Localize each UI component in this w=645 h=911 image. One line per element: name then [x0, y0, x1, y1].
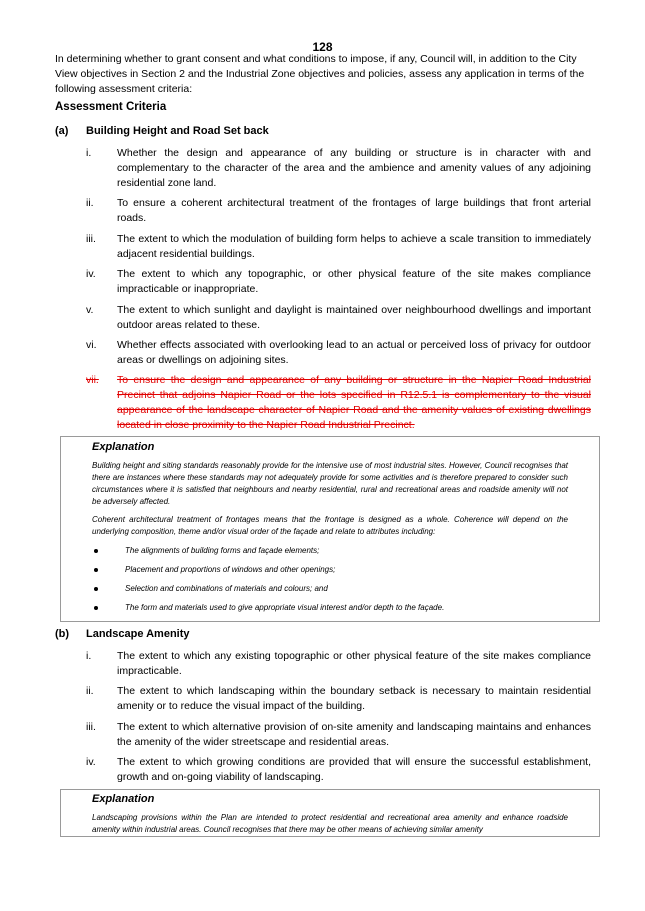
item-number: i. — [86, 650, 92, 662]
item-number: ii. — [86, 685, 94, 697]
explanation-box-b — [60, 789, 600, 837]
item-number: iv. — [86, 756, 96, 768]
item-text: The extent to which sunlight and daylight is maintained over neighbourhood dwellings and important outdoor areas related to these. — [117, 304, 591, 331]
list-item — [86, 303, 591, 333]
explanation-title: Explanation — [92, 441, 155, 453]
list-item — [86, 649, 591, 679]
bullet-text: Placement and proportions of windows and other openings; — [125, 565, 336, 574]
item-number: ii. — [86, 197, 94, 209]
deleted-list-item — [86, 373, 591, 433]
list-item — [86, 684, 591, 714]
list-item — [86, 232, 591, 262]
item-text: The extent to which landscaping within the boundary setback is necessary to maintain residential amenity or to reduce the visual impact of the building. — [117, 685, 591, 712]
assessment-criteria-heading: Assessment Criteria — [55, 101, 167, 113]
list-item — [86, 196, 591, 226]
explanation-title: Explanation — [92, 793, 155, 805]
bullet-text: The form and materials used to give appropriate visual interest and/or depth to the façade. — [125, 603, 445, 612]
explanation-paragraph: Coherent architectural treatment of frontages means that the frontage is designed as a whole. Coherence will depend on the underlying composition, theme and/or visual order of the façade and relate to attributes including: — [92, 515, 568, 536]
bullet-text: Selection and combinations of materials and colours; and — [125, 584, 328, 593]
bullet-text: The alignments of building forms and façade elements; — [125, 546, 320, 555]
item-text: The extent to which alternative provision of on-site amenity and landscaping maintains and enhances the amenity of the wider streetscape and residential areas. — [117, 721, 591, 748]
item-text: Whether effects associated with overlooking lead to an actual or perceived loss of privacy for outdoor areas or dwellings on adjoining sites. — [117, 339, 591, 366]
section-a-title: Building Height and Road Set back — [86, 125, 269, 137]
section-b-label: (b) — [55, 628, 70, 640]
intro-paragraph: In determining whether to grant consent and what conditions to impose, if any, Council will, in addition to the City View objectives in Section 2 and the Industrial Zone objectives and policies, assess any application in terms of the following assessment criteria: — [55, 53, 585, 95]
item-text: The extent to which any topographic, or other physical feature of the site makes compliance impracticable or inappropriate. — [117, 268, 591, 295]
item-text: The extent to which growing conditions are provided that will ensure the successful establishment, growth and on-going viability of landscaping. — [117, 756, 591, 783]
item-text: The extent to which any existing topographic or other physical feature of the site makes compliance impracticable. — [117, 650, 591, 677]
list-item — [86, 338, 591, 368]
item-text: Whether the design and appearance of any building or structure is in character with and complementary to the character of the area and the ambience and amenity values of any adjoining residential zone land. — [117, 147, 591, 189]
item-number: i. — [86, 147, 92, 159]
explanation-paragraph: Landscaping provisions within the Plan are intended to protect residential and recreational area amenity and enhance roadside amenity within industrial areas. Council recognises that there may be other means of achieving similar amenity — [92, 813, 568, 834]
explanation-paragraph: Building height and siting standards reasonably provide for the intensive use of most industrial sites. However, Council recognises that there are instances where these standards may not adequately provide for some activities and is therefore prepared to consider such circumstances where it is satisfied that neighbours and nearby residential, rural and recreational areas and roadside amenity will not be adversely affected. — [92, 461, 568, 506]
list-item — [86, 720, 591, 750]
item-text: The extent to which the modulation of building form helps to achieve a scale transition to immediately adjacent residential buildings. — [117, 233, 591, 260]
section-a-label: (a) — [55, 125, 69, 137]
list-item — [86, 755, 591, 785]
item-number: vi. — [86, 339, 97, 351]
list-item — [86, 267, 591, 297]
bullet-icon — [94, 568, 98, 572]
item-number: iv. — [86, 268, 96, 280]
bullet-item — [125, 545, 319, 557]
item-number: iii. — [86, 233, 96, 245]
item-text: To ensure the design and appearance of any building or structure in the Napier Road Industrial Precinct that adjoins Napier Road or the lots specified in R12.5.1 is complementary to the visual appearance of the landscape character of Napier Road and the amenity values of existing dwellings located in close proximity to the Napier Road Industrial Precinct. — [117, 374, 591, 431]
page-number: 128 — [312, 40, 333, 54]
bullet-icon — [94, 587, 98, 591]
item-number: iii. — [86, 721, 96, 733]
explanation-box-a — [60, 436, 600, 622]
section-b-heading — [55, 628, 190, 640]
bullet-item — [125, 602, 444, 614]
item-number: vii. — [86, 374, 99, 386]
section-b-title: Landscape Amenity — [86, 628, 190, 640]
list-item — [86, 146, 591, 191]
bullet-icon — [94, 549, 98, 553]
section-a-heading — [55, 125, 269, 137]
item-text: To ensure a coherent architectural treatment of the frontages of large buildings that front arterial roads. — [117, 197, 591, 224]
bullet-item — [125, 583, 328, 595]
bullet-item — [125, 564, 335, 576]
item-number: v. — [86, 304, 94, 316]
bullet-icon — [94, 606, 98, 610]
